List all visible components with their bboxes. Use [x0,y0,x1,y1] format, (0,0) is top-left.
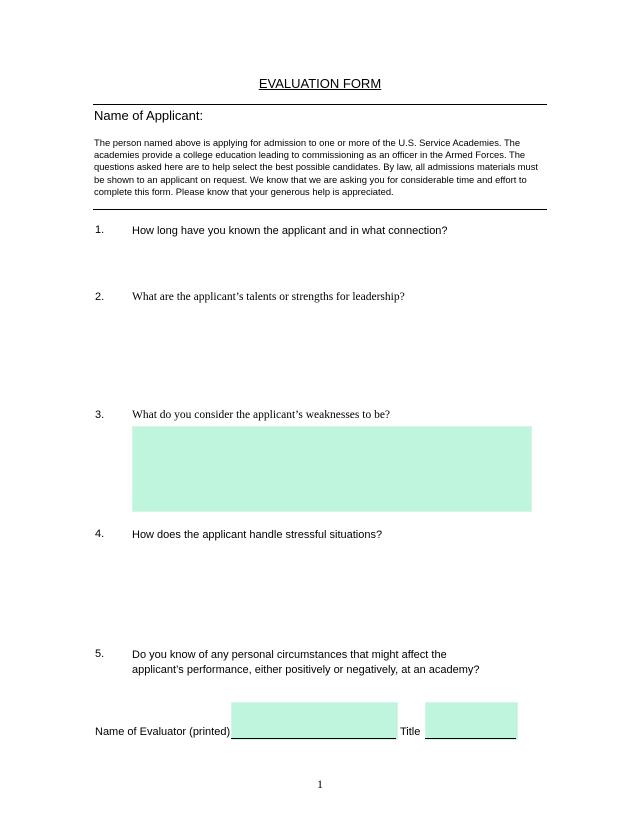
evaluator-name-label: Name of Evaluator (printed) [95,726,231,738]
intro-paragraph: The person named above is applying for admission to one or more of the U.S. Service Academies. The academies provide a college education leading to commissioning as an officer in the Armed Forces. The questions asked here are to help select the best possible candidates. By law, all admissions materials must be shown to an applicant on request. We know that we are asking you for considerable time and effort to complete this form. Please know that your generous help is appreciated. [94,137,538,197]
top-divider [93,104,547,105]
question-2-text: What are the applicant’s talents or strengths for leadership? [132,291,405,303]
evaluator-title-field[interactable] [425,702,518,740]
question-5-number: 5. [95,648,105,660]
question-2-number: 2. [95,291,105,303]
evaluator-name-field[interactable] [231,702,398,740]
evaluator-title-line [425,738,516,739]
question-1-number: 1. [95,224,105,236]
question-3-number: 3. [95,409,105,421]
page-number: 1 [317,777,323,791]
question-5-text: Do you know of any personal circumstances that might affect the applicant’s performance, either positively or negatively, at an academy? [132,649,480,676]
question-4-number: 4. [95,528,105,540]
evaluator-name-line [231,738,396,739]
weaknesses-answer-field[interactable] [132,426,532,512]
question-4-text: How does the applicant handle stressful situations? [132,529,383,541]
evaluator-title-label: Title [400,726,421,738]
question-3-text: What do you consider the applicant’s weaknesses to be? [132,409,391,421]
question-1-text: How long have you known the applicant and in what connection? [132,225,448,237]
form-title: EVALUATION FORM [258,76,382,91]
intro-divider [93,209,547,210]
applicant-name-label: Name of Applicant: [94,108,204,123]
